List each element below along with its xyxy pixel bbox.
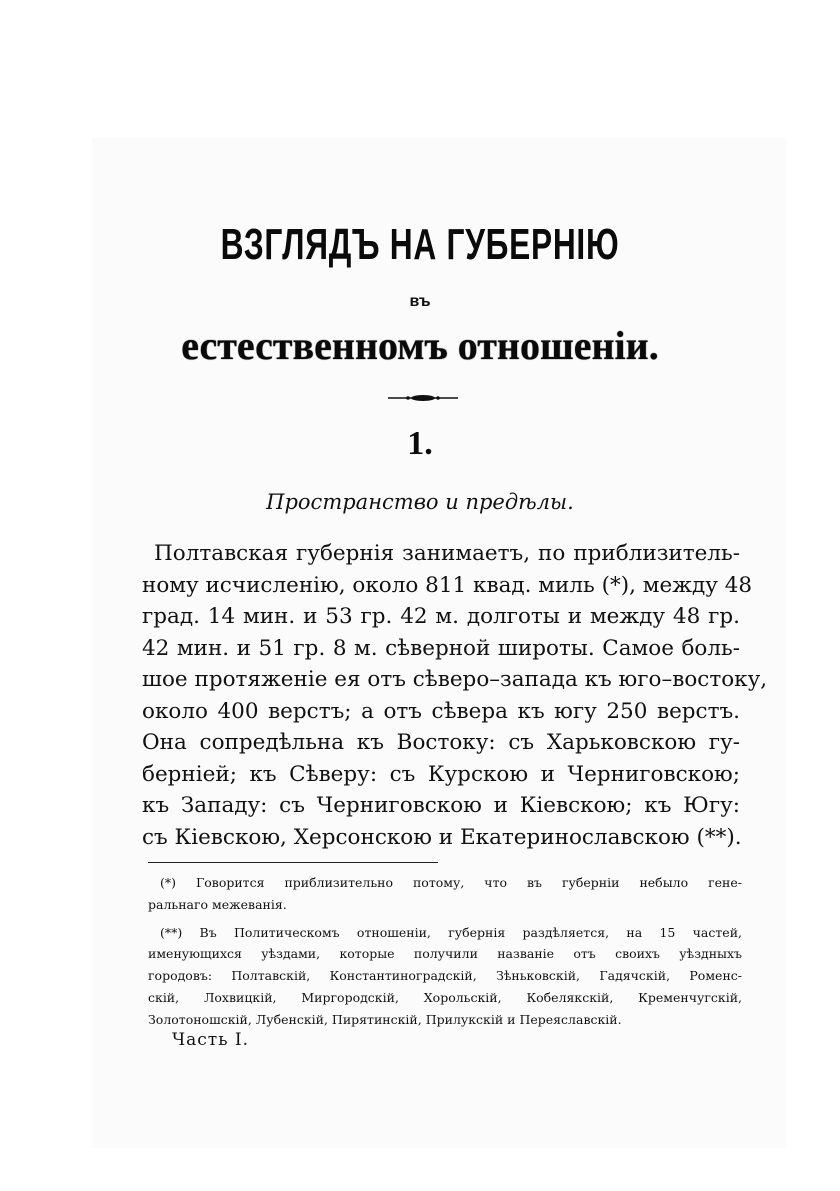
body-line: шое протяженіе ея отъ сѣверо–запада къ юго–востоку, [142,667,768,692]
main-title: ВЗГЛЯДЪ НА ГУБЕРНІЮ [220,220,620,269]
footnote-line: именующихся уѣздами, которые получили названіе отъ своихъ уѣздныхъ [148,946,742,962]
footnote-line: (**) Въ Политическомъ отношеніи, губернія раздѣляется, на 15 частей, [160,924,742,940]
title-connector: въ [409,293,431,310]
footnote-divider [148,862,438,863]
section-title: Пространство и предѣлы. [266,490,574,514]
body-line: 42 мин. и 51 гр. 8 м. сѣверной широты. Самое боль- [142,635,740,661]
footnote-line: скій, Лохвицкій, Миргородскій, Хорольскій, Кобелякскій, Кременчугскій, [148,989,742,1005]
footnote-line: ральнаго межеванія. [148,896,287,912]
body-line: съ Кіевскою, Херсонскою и Екатеринославскою (**). [142,824,742,850]
body-line: град. 14 мин. и 53 гр. 42 м. долготы и между 48 гр. [142,604,740,629]
body-paragraph [142,538,768,853]
footnote-line: (*) Говорится приблизительно потому, что въ губерніи небыло гене- [160,875,742,890]
footnotes [148,872,742,1031]
body-line: ному исчисленію, около 811 квад. миль (*), между 48 [142,572,753,598]
main-subtitle: естественномъ отношеніи. [181,323,659,368]
ornament-divider-icon [388,394,458,402]
body-line: берніей; къ Сѣверу: съ Курскою и Черниговскою; [142,761,740,787]
signature-mark: Часть I. [172,1030,249,1050]
footnote-line: городовъ: Полтавскій, Константиноградскій, Зѣньковскій, Гадячскій, Роменс- [148,968,742,984]
footnote-line: Золотоношскій, Лубенскій, Пирятинскій, Прилукскій и Переяславскій. [148,1011,622,1027]
body-line: Она сопредѣльна къ Востоку: съ Харьковскою гу- [142,730,740,755]
chapter-number: 1. [407,425,433,462]
body-line: около 400 верстъ; а отъ сѣвера къ югу 250 верстъ. [142,698,740,724]
body-line: къ Западу: съ Черниговскою и Кіевскою; къ Югу: [142,793,740,818]
body-line: Полтавская губернія занимаетъ, по приблизитель- [154,541,740,566]
